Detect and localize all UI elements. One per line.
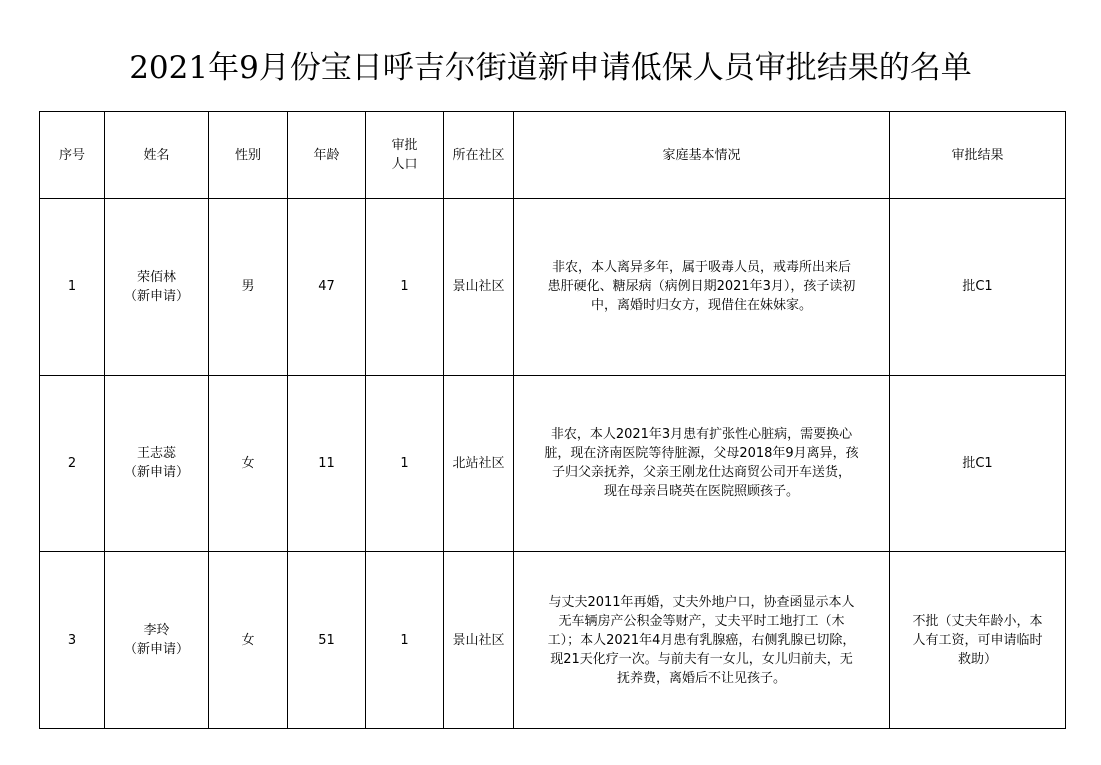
cell-name: 李玲 （新申请） <box>105 552 209 729</box>
cell-approved-people: 1 <box>366 375 444 552</box>
column-header-approved-people: 审批 人口 <box>366 112 444 199</box>
table-header-row <box>40 112 1066 199</box>
cell-result: 批C1 <box>890 375 1066 552</box>
cell-index: 3 <box>40 552 105 729</box>
cell-community: 景山社区 <box>444 552 514 729</box>
cell-age: 11 <box>288 375 366 552</box>
page-title: 2021年9月份宝日呼吉尔街道新申请低保人员审批结果的名单 <box>129 50 972 86</box>
cell-approved-people: 1 <box>366 552 444 729</box>
cell-index: 1 <box>40 199 105 376</box>
cell-community: 景山社区 <box>444 199 514 376</box>
column-header-result: 审批结果 <box>890 112 1066 199</box>
cell-situation: 非农，本人离异多年，属于吸毒人员，戒毒所出来后 患肝硬化、糖尿病（病例日期2021年3月），孩子读初 中，离婚时归女方，现借住在妹妹家。 <box>514 199 890 376</box>
cell-gender: 女 <box>209 552 288 729</box>
cell-situation: 与丈夫2011年再婚，丈夫外地户口，协查函显示本人 无车辆房产公积金等财产，丈夫平时工地打工（木 工）；本人2021年4月患有乳腺癌，右侧乳腺已切除， 现21天化疗一次。与前夫有一女儿，女儿归前夫，无 抚养费，离婚后不让见孩子。 <box>514 552 890 729</box>
cell-community: 北站社区 <box>444 375 514 552</box>
cell-age: 47 <box>288 199 366 376</box>
cell-gender: 女 <box>209 375 288 552</box>
cell-situation: 非农，本人2021年3月患有扩张性心脏病，需要换心 脏，现在济南医院等待脏源，父母2018年9月离异，孩 子归父亲抚养，父亲王刚龙仕达商贸公司开车送货， 现在母亲吕晓英在医院照顾孩子。 <box>514 375 890 552</box>
cell-name: 王志蕊 （新申请） <box>105 375 209 552</box>
cell-result: 批C1 <box>890 199 1066 376</box>
column-header-situation: 家庭基本情况 <box>514 112 890 199</box>
table-row <box>40 552 1066 729</box>
approval-table <box>39 111 1066 729</box>
cell-result: 不批（丈夫年龄小，本 人有工资，可申请临时 救助） <box>890 552 1066 729</box>
table-row <box>40 375 1066 552</box>
column-header-age: 年龄 <box>288 112 366 199</box>
cell-gender: 男 <box>209 199 288 376</box>
table-row <box>40 199 1066 376</box>
cell-age: 51 <box>288 552 366 729</box>
cell-name: 荣佰林 （新申请） <box>105 199 209 376</box>
cell-index: 2 <box>40 375 105 552</box>
column-header-name: 姓名 <box>105 112 209 199</box>
column-header-community: 所在社区 <box>444 112 514 199</box>
column-header-index: 序号 <box>40 112 105 199</box>
column-header-gender: 性别 <box>209 112 288 199</box>
cell-approved-people: 1 <box>366 199 444 376</box>
